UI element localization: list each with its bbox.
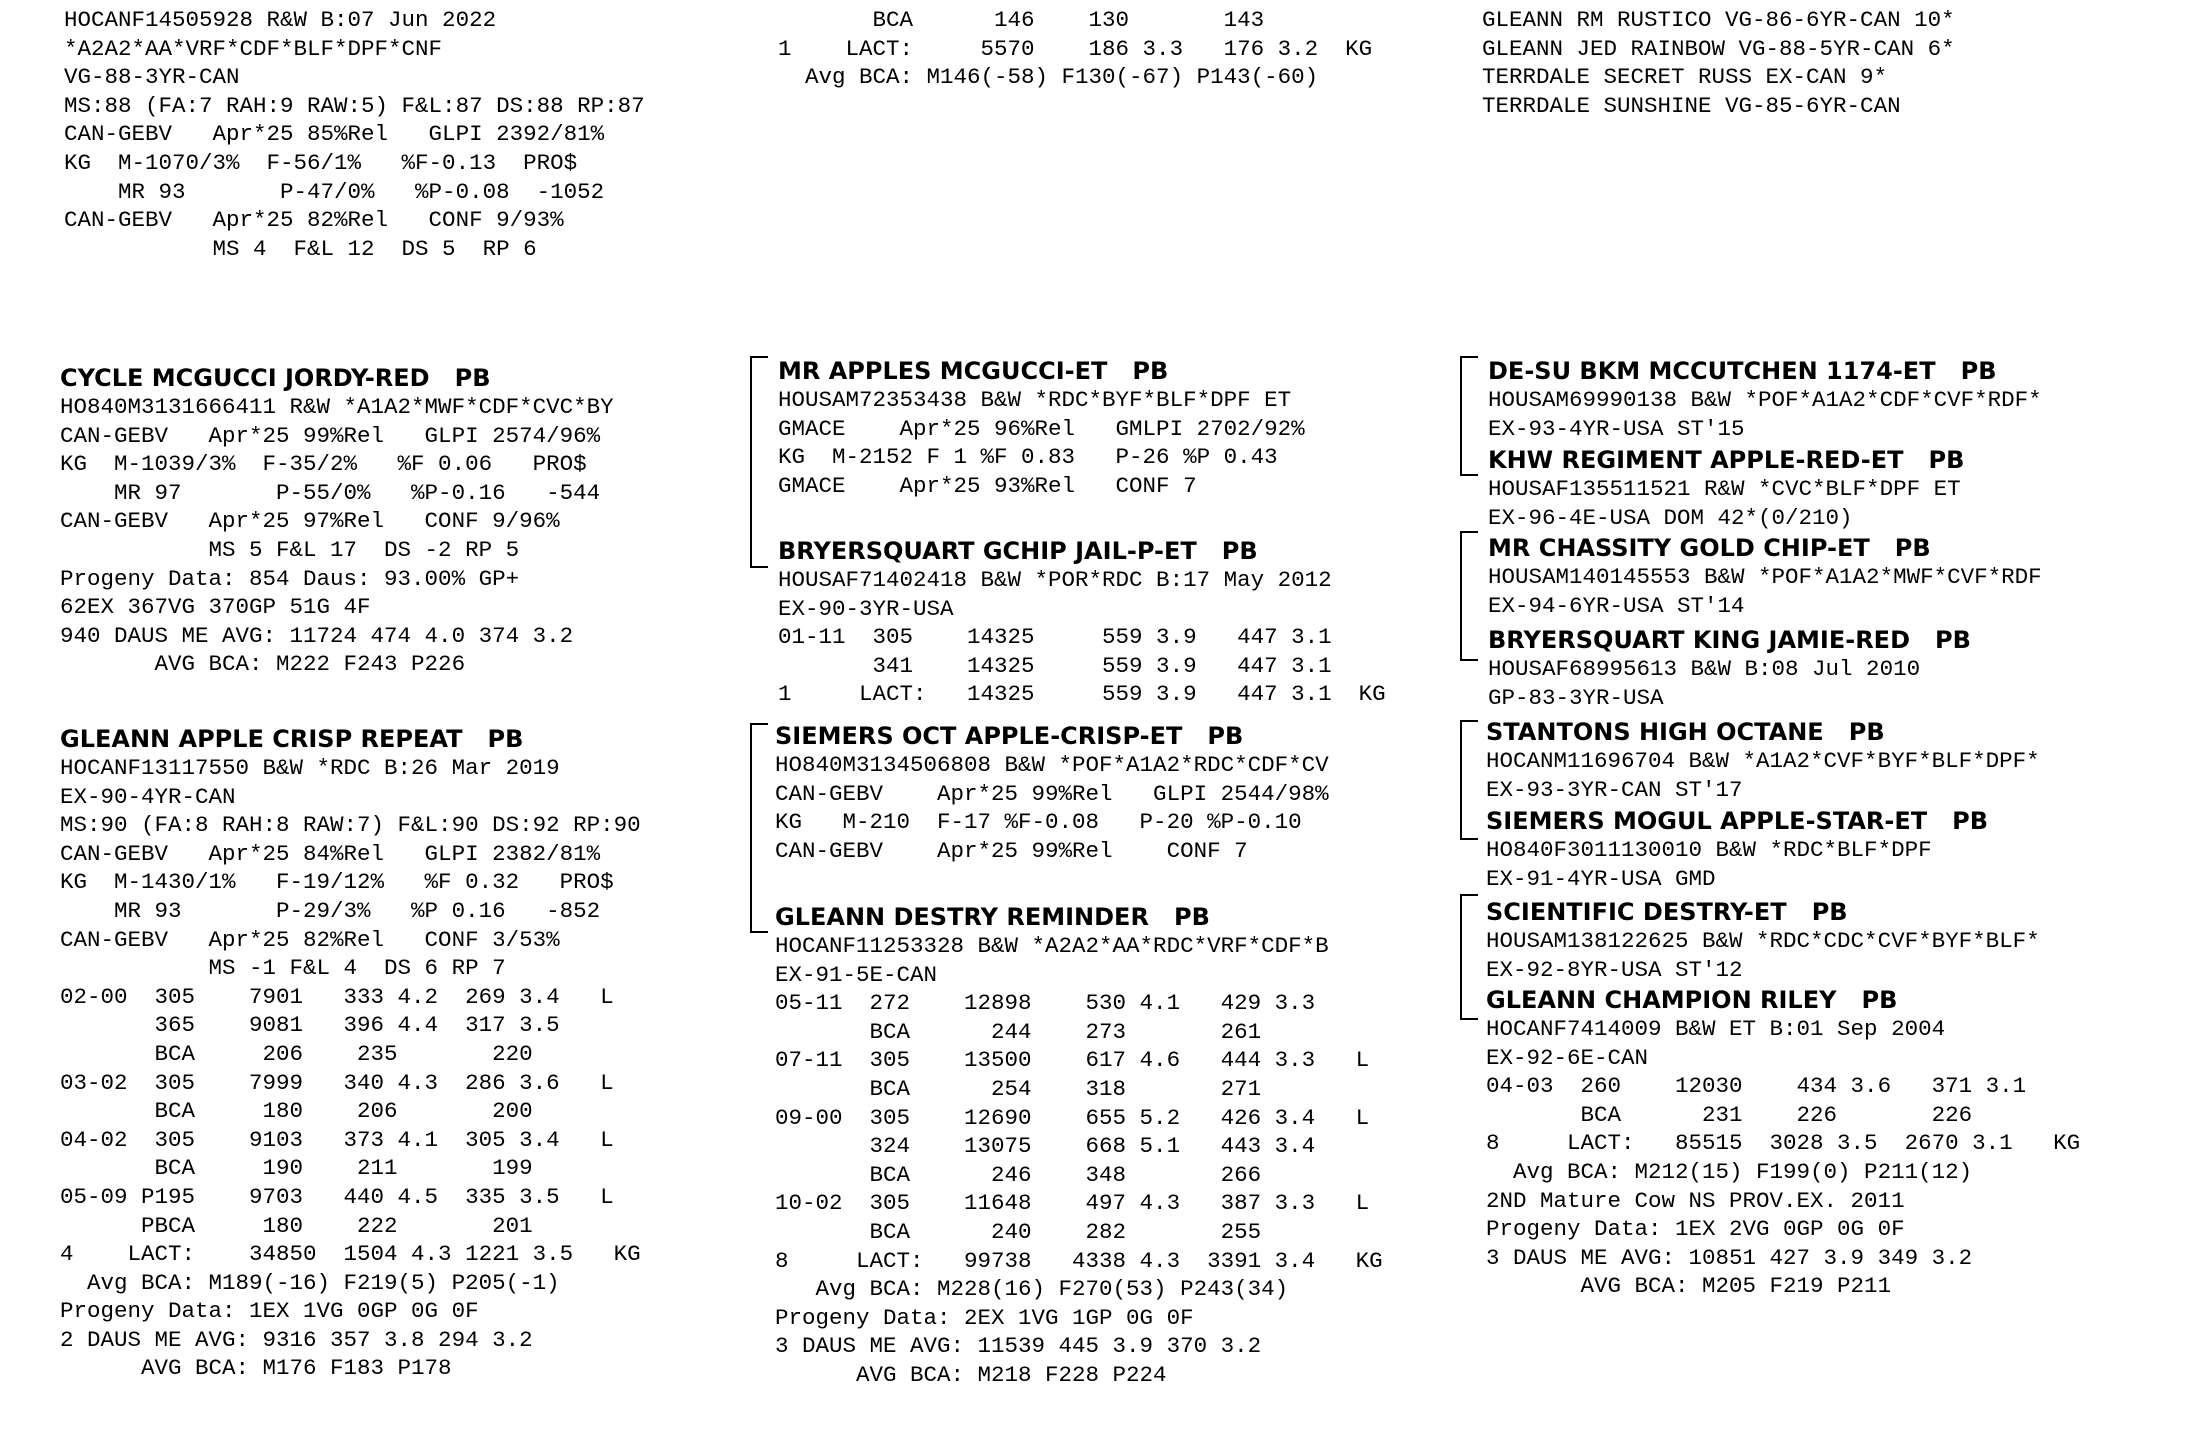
dam-crisp-block [60, 724, 641, 1383]
text-line: GMACE Apr*25 93%Rel CONF 7 [778, 472, 1197, 499]
text-line: 3 DAUS ME AVG: 11539 445 3.9 370 3.2 [775, 1333, 1262, 1360]
text-line: HOUSAM69990138 B&W *POF*A1A2*CDF*CVF*RDF* [1488, 387, 2042, 413]
ggdam-riley-block [1486, 985, 2080, 1301]
animal-name: GLEANN DESTRY REMINDER PB [775, 903, 1210, 931]
text-line: KG M-1039/3% F-35/2% %F 0.06 PRO$ [60, 451, 587, 478]
pedigree-bracket [1460, 531, 1478, 661]
text-line: 09-00 305 12690 655 5.2 426 3.4 L [775, 1104, 1370, 1131]
text-line: EX-92-6E-CAN [1486, 1044, 1649, 1071]
text-line: Avg BCA: M228(16) F270(53) P243(34) [775, 1276, 1289, 1303]
text-line: 3 DAUS ME AVG: 10851 427 3.9 349 3.2 [1486, 1244, 1973, 1271]
ggsire-mccutchen-block [1488, 356, 2042, 443]
text-line: MS:88 (FA:7 RAH:9 RAW:5) F&L:87 DS:88 RP:87 [64, 92, 645, 119]
pedigree-bracket [1460, 894, 1478, 1020]
text-line: CAN-GEBV Apr*25 97%Rel CONF 9/96% [60, 508, 560, 535]
text-line: EX-93-3YR-CAN ST'17 [1486, 776, 1743, 803]
ggdam-mogul-block [1486, 806, 1988, 893]
animal-name: BRYERSQUART GCHIP JAIL-P-ET PB [778, 537, 1258, 565]
animal-name: SCIENTIFIC DESTRY-ET PB [1486, 898, 1848, 926]
text-line: 8 LACT: 85515 3028 3.5 2670 3.1 KG [1486, 1130, 2081, 1157]
sire-jordy-block [60, 363, 614, 679]
text-line: HOCANF11253328 B&W *A2A2*AA*RDC*VRF*CDF*B [775, 933, 1329, 959]
text-line: 2ND Mature Cow NS PROV.EX. 2011 [1486, 1187, 1905, 1214]
animal-name: GLEANN CHAMPION RILEY PB [1486, 986, 1898, 1014]
pedigree-bracket [750, 356, 768, 568]
text-line: 341 14325 559 3.9 447 3.1 [778, 652, 1332, 679]
text-line: MR 97 P-55/0% %P-0.16 -544 [60, 479, 601, 506]
text-line: Avg BCA: M189(-16) F219(5) P205(-1) [60, 1269, 560, 1296]
text-line: EX-96-4E-USA DOM 42*(0/210) [1488, 504, 1853, 531]
text-line: 1 LACT: 5570 186 3.3 176 3.2 KG [778, 35, 1373, 62]
text-line: 2 DAUS ME AVG: 9316 357 3.8 294 3.2 [60, 1326, 533, 1353]
text-line: AVG BCA: M218 F228 P224 [775, 1361, 1167, 1388]
text-line: Progeny Data: 1EX 2VG 0GP 0G 0F [1486, 1216, 1905, 1243]
text-line: 324 13075 668 5.1 443 3.4 [775, 1133, 1316, 1160]
text-line: EX-90-4YR-CAN [60, 783, 236, 810]
text-line: HOUSAM138122625 B&W *RDC*CDC*CVF*BYF*BLF* [1486, 928, 2040, 954]
text-line: BCA 231 226 226 [1486, 1101, 1973, 1128]
animal-name: BRYERSQUART KING JAMIE-RED PB [1488, 626, 1971, 654]
text-line: KG M-1070/3% F-56/1% %F-0.13 PRO$ [64, 149, 578, 176]
text-line: CAN-GEBV Apr*25 84%Rel GLPI 2382/81% [60, 840, 601, 867]
text-line: GLEANN JED RAINBOW VG-88-5YR-CAN 6* [1482, 35, 1955, 62]
text-line: BCA 254 318 271 [775, 1075, 1262, 1102]
text-line: CAN-GEBV Apr*25 82%Rel CONF 9/93% [64, 207, 564, 234]
text-line: 62EX 367VG 370GP 51G 4F [60, 594, 371, 621]
animal-name: CYCLE MCGUCCI JORDY-RED PB [60, 364, 491, 392]
text-line: 04-02 305 9103 373 4.1 305 3.4 L [60, 1126, 614, 1153]
text-line: 04-03 260 12030 434 3.6 371 3.1 [1486, 1073, 2027, 1100]
text-line: 05-09 P195 9703 440 4.5 335 3.5 L [60, 1183, 614, 1210]
pedigree-bracket [1460, 356, 1478, 476]
animal-name: KHW REGIMENT APPLE-RED-ET PB [1488, 446, 1965, 474]
animal-name: STANTONS HIGH OCTANE PB [1486, 718, 1885, 746]
text-line: EX-92-8YR-USA ST'12 [1486, 956, 1743, 983]
text-line: HOUSAF135511521 R&W *CVC*BLF*DPF ET [1488, 476, 1961, 502]
top-left-block [64, 6, 645, 263]
granddam-jail-block [778, 536, 1386, 709]
text-line: CAN-GEBV Apr*25 82%Rel CONF 3/53% [60, 926, 560, 953]
text-line: PBCA 180 222 201 [60, 1212, 533, 1239]
text-line: KG M-210 F-17 %F-0.08 P-20 %P-0.10 [775, 809, 1302, 836]
text-line: HOUSAF71402418 B&W *POR*RDC B:17 May 2012 [778, 567, 1332, 593]
text-line: MS:90 (FA:8 RAH:8 RAW:7) F&L:90 DS:92 RP:90 [60, 812, 641, 839]
text-line: HO840M3134506808 B&W *POF*A1A2*RDC*CDF*CV [775, 752, 1329, 778]
text-line: HO840F3011130010 B&W *RDC*BLF*DPF [1486, 837, 1932, 863]
text-line: Progeny Data: 854 Daus: 93.00% GP+ [60, 565, 520, 592]
ggsire-chassity-block [1488, 533, 2042, 620]
text-line: TERRDALE SECRET RUSS EX-CAN 9* [1482, 64, 1888, 91]
text-line: EX-93-4YR-USA ST'15 [1488, 415, 1745, 442]
text-line: *A2A2*AA*VRF*CDF*BLF*DPF*CNF [64, 35, 443, 62]
text-line: EX-94-6YR-USA ST'14 [1488, 592, 1745, 619]
text-line: 10-02 305 11648 497 4.3 387 3.3 L [775, 1190, 1370, 1217]
text-line: 940 DAUS ME AVG: 11724 474 4.0 374 3.2 [60, 622, 574, 649]
text-line: CAN-GEBV Apr*25 85%Rel GLPI 2392/81% [64, 121, 605, 148]
text-line: Progeny Data: 2EX 1VG 1GP 0G 0F [775, 1304, 1194, 1331]
text-line: GLEANN RM RUSTICO VG-86-6YR-CAN 10* [1482, 7, 1955, 33]
top-right-block [1482, 6, 1955, 120]
text-line: BCA 206 235 220 [60, 1040, 533, 1067]
text-line: GP-83-3YR-USA [1488, 684, 1664, 711]
text-line: MR 93 P-47/0% %P-0.08 -1052 [64, 178, 605, 205]
pedigree-bracket [750, 723, 768, 933]
text-line: 07-11 305 13500 617 4.6 444 3.3 L [775, 1047, 1370, 1074]
animal-name: SIEMERS MOGUL APPLE-STAR-ET PB [1486, 807, 1989, 835]
text-line: HOUSAM72353438 B&W *RDC*BYF*BLF*DPF ET [778, 387, 1292, 413]
ggdam-khw-block [1488, 445, 1964, 532]
text-line: Avg BCA: M146(-58) F130(-67) P143(-60) [778, 64, 1319, 91]
animal-name: GLEANN APPLE CRISP REPEAT PB [60, 725, 524, 753]
animal-name: MR APPLES MCGUCCI-ET PB [778, 357, 1169, 385]
ggdam-jamie-block [1488, 625, 1971, 712]
text-line: CAN-GEBV Apr*25 99%Rel GLPI 2544/98% [775, 780, 1329, 807]
text-line: BCA 146 130 143 [778, 7, 1265, 33]
text-line: HOCANF7414009 B&W ET B:01 Sep 2004 [1486, 1016, 1946, 1042]
text-line: MS -1 F&L 4 DS 6 RP 7 [60, 955, 506, 982]
text-line: EX-91-5E-CAN [775, 961, 938, 988]
text-line: HOUSAM140145553 B&W *POF*A1A2*MWF*CVF*RDF [1488, 564, 2042, 590]
granddam-destry-block [775, 902, 1383, 1390]
text-line: BCA 246 348 266 [775, 1161, 1262, 1188]
text-line: MR 93 P-29/3% %P 0.16 -852 [60, 897, 601, 924]
text-line: HOCANF13117550 B&W *RDC B:26 Mar 2019 [60, 755, 560, 781]
text-line: BCA 180 206 200 [60, 1098, 533, 1125]
text-line: CAN-GEBV Apr*25 99%Rel CONF 7 [775, 837, 1248, 864]
text-line: AVG BCA: M222 F243 P226 [60, 651, 466, 678]
text-line: BCA 240 282 255 [775, 1218, 1262, 1245]
text-line: HOCANM11696704 B&W *A1A2*CVF*BYF*BLF*DPF* [1486, 748, 2040, 774]
ggsire-scientific-block [1486, 897, 2040, 984]
text-line: BCA 190 211 199 [60, 1155, 533, 1182]
text-line: GMACE Apr*25 96%Rel GMLPI 2702/92% [778, 415, 1305, 442]
text-line: AVG BCA: M205 F219 P211 [1486, 1273, 1892, 1300]
text-line: HOUSAF68995613 B&W B:08 Jul 2010 [1488, 656, 1921, 682]
text-line: HOCANF14505928 R&W B:07 Jun 2022 [64, 7, 497, 33]
text-line: 1 LACT: 14325 559 3.9 447 3.1 KG [778, 681, 1386, 708]
text-line: EX-91-4YR-USA GMD [1486, 865, 1716, 892]
animal-name: DE-SU BKM MCCUTCHEN 1174-ET PB [1488, 357, 1997, 385]
text-line: Avg BCA: M212(15) F199(0) P211(12) [1486, 1158, 1973, 1185]
text-line: HO840M3131666411 R&W *A1A2*MWF*CDF*CVC*BY [60, 394, 614, 420]
text-line: KG M-1430/1% F-19/12% %F 0.32 PRO$ [60, 869, 614, 896]
pedigree-bracket [1460, 720, 1478, 840]
text-line: TERRDALE SUNSHINE VG-85-6YR-CAN [1482, 92, 1901, 119]
top-middle-block [778, 6, 1372, 92]
text-line: EX-90-3YR-USA [778, 595, 954, 622]
animal-name: MR CHASSITY GOLD CHIP-ET PB [1488, 534, 1931, 562]
grandsire-siemers-oct-block [775, 721, 1329, 865]
text-line: 05-11 272 12898 530 4.1 429 3.3 [775, 990, 1316, 1017]
text-line: BCA 244 273 261 [775, 1018, 1262, 1045]
text-line: 03-02 305 7999 340 4.3 286 3.6 L [60, 1069, 614, 1096]
text-line: 02-00 305 7901 333 4.2 269 3.4 L [60, 983, 614, 1010]
text-line: 4 LACT: 34850 1504 4.3 1221 3.5 KG [60, 1241, 641, 1268]
text-line: CAN-GEBV Apr*25 99%Rel GLPI 2574/96% [60, 422, 601, 449]
text-line: MS 5 F&L 17 DS -2 RP 5 [60, 536, 520, 563]
text-line: 8 LACT: 99738 4338 4.3 3391 3.4 KG [775, 1247, 1383, 1274]
grandsire-mr-apples-block [778, 356, 1305, 500]
animal-name: SIEMERS OCT APPLE-CRISP-ET PB [775, 722, 1244, 750]
text-line: VG-88-3YR-CAN [64, 64, 240, 91]
text-line: AVG BCA: M176 F183 P178 [60, 1355, 452, 1382]
text-line: Progeny Data: 1EX 1VG 0GP 0G 0F [60, 1298, 479, 1325]
ggsire-octane-block [1486, 717, 2040, 804]
text-line: KG M-2152 F 1 %F 0.83 P-26 %P 0.43 [778, 444, 1278, 471]
text-line: MS 4 F&L 12 DS 5 RP 6 [64, 235, 537, 262]
text-line: 01-11 305 14325 559 3.9 447 3.1 [778, 624, 1332, 651]
text-line: 365 9081 396 4.4 317 3.5 [60, 1012, 560, 1039]
